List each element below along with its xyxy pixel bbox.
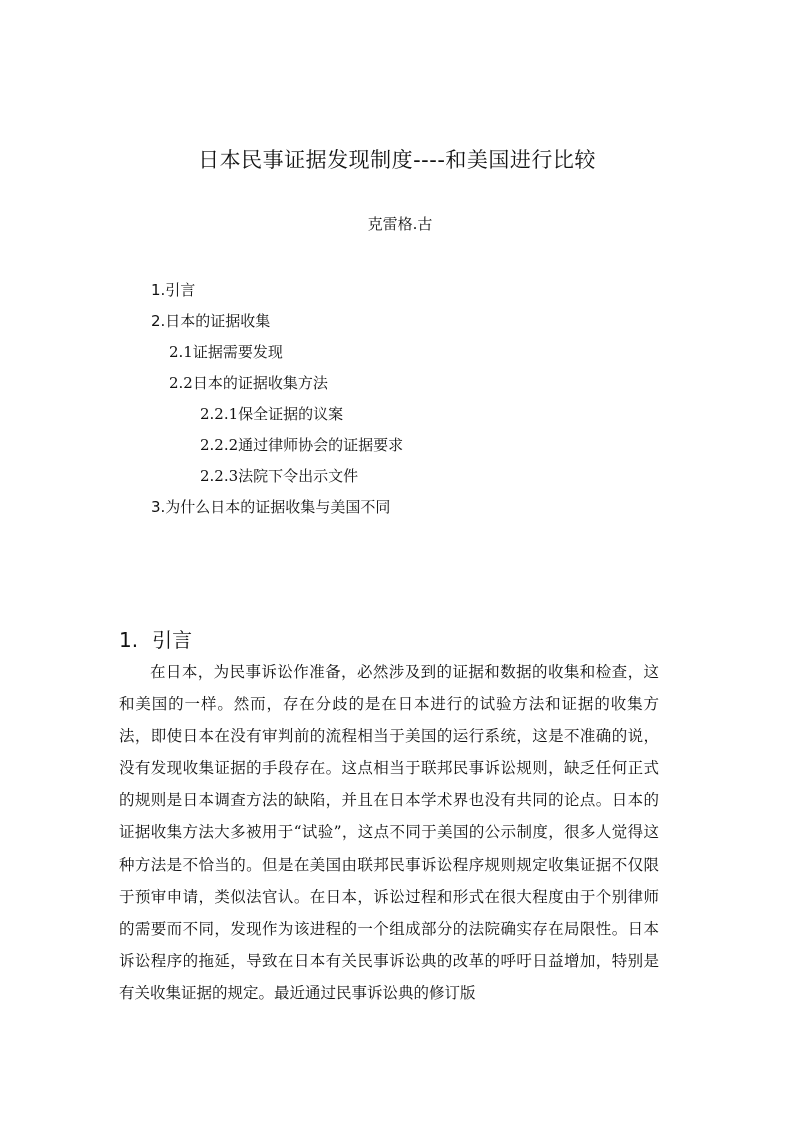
section-number: 1. (119, 628, 139, 652)
section-title: 引言 (152, 628, 193, 652)
toc-item: 2.日本的证据收集 (151, 312, 271, 330)
table-of-contents (0, 279, 794, 527)
toc-item: 2.2.3法院下令出示文件 (200, 467, 359, 485)
toc-item: 1.引言 (151, 281, 196, 299)
toc-item: 2.1证据需要发现 (169, 343, 283, 361)
toc-item: 2.2.1保全证据的议案 (200, 405, 344, 423)
document-author: 克雷格.古 (367, 215, 433, 233)
section-heading (119, 624, 192, 653)
body-paragraph: 在日本，为民事诉讼作准备，必然涉及到的证据和数据的收集和检查，这和美国的一样。然而，存在分歧的是在日本进行的试验方法和证据的收集方法，即使日本在没有审判前的流程相当于美国的运行系统，这是不准确的说，没有发现收集证据的手段存在。这点相当于联邦民事诉讼规则，缺乏任何正式的规则是日本调查方法的缺陷，并且在日本学术界也没有共同的论点。日本的证据收集方法大多被用于“试验”，这点不同于美国的公示制度，很多人觉得这种方法是不恰当的。但是在美国由联邦民事诉讼程序规则规定收集证据不仅限于预审申请，类似法官认。在日本，诉讼过程和形式在很大程度由于个别律师的需要而不同，发现作为该进程的一个组成部分的法院确实存在局限性。日本诉讼程序的拖延，导致在日本有关民事诉讼典的改革的呼吁日益增加，特别是有关收集证据的规定。最近通过民事诉讼典的修订版 (119, 663, 659, 1002)
toc-item: 2.2日本的证据收集方法 (169, 374, 328, 392)
document-title: 日本民事证据发现制度----和美国进行比较 (198, 148, 596, 172)
toc-item: 2.2.2通过律师协会的证据要求 (200, 436, 404, 454)
toc-item: 3.为什么日本的证据收集与美国不同 (151, 498, 391, 516)
